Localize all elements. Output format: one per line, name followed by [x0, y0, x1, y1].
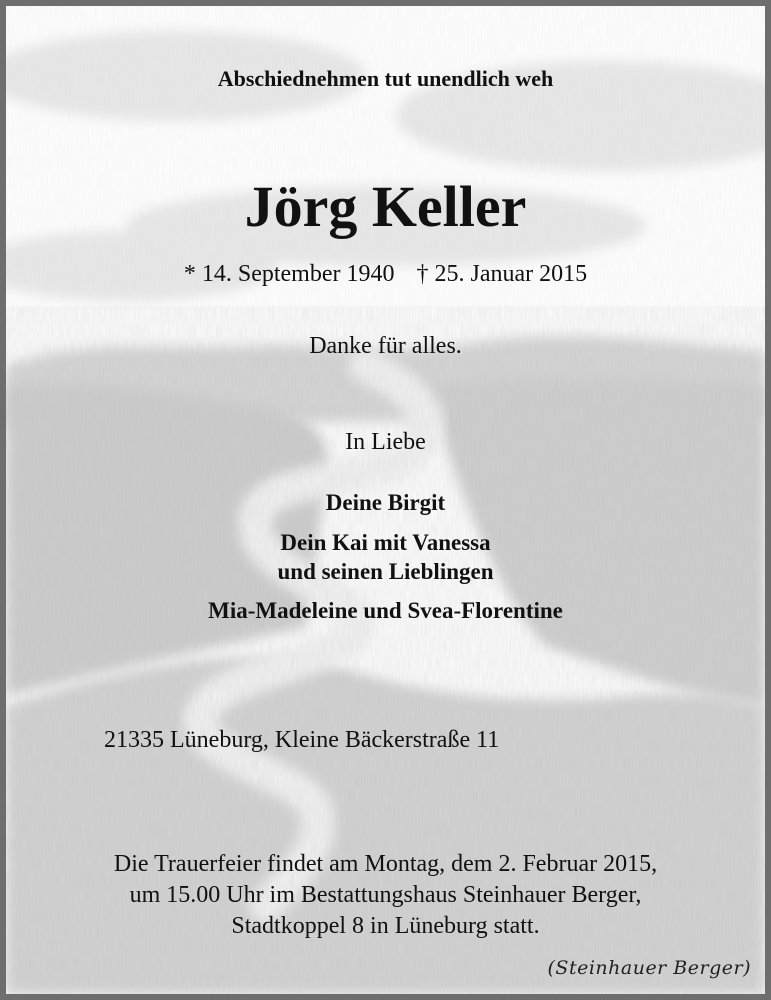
funeral-home-signature: (Steinhauer Berger)	[547, 957, 751, 979]
headline: Abschiednehmen tut unendlich weh	[217, 66, 554, 91]
family-address: 21335 Lüneburg, Kleine Bäckerstraße 11	[104, 727, 500, 753]
service-info-line: Stadtkoppel 8 in Lüneburg statt.	[231, 913, 540, 939]
mourner-line: und seinen Lieblingen	[277, 559, 494, 584]
life-dates	[6, 262, 765, 286]
death-date: † 25. Januar 2015	[416, 261, 588, 287]
service-info-line: Die Trauerfeier findet am Montag, dem 2. Februar 2015,	[113, 851, 658, 877]
birth-date: * 14. September 1940	[183, 261, 395, 287]
service-info-line: um 15.00 Uhr im Bestattungshaus Steinhauer Berger,	[129, 882, 642, 908]
deceased-name: Jörg Keller	[244, 174, 527, 239]
mourner-line: Mia-Madeleine und Svea-Florentine	[208, 598, 563, 623]
in-love-line: In Liebe	[345, 429, 426, 455]
thanks-line: Danke für alles.	[309, 333, 462, 359]
mourner-line: Deine Birgit	[325, 490, 446, 515]
mourner-line: Dein Kai mit Vanessa	[280, 530, 491, 555]
